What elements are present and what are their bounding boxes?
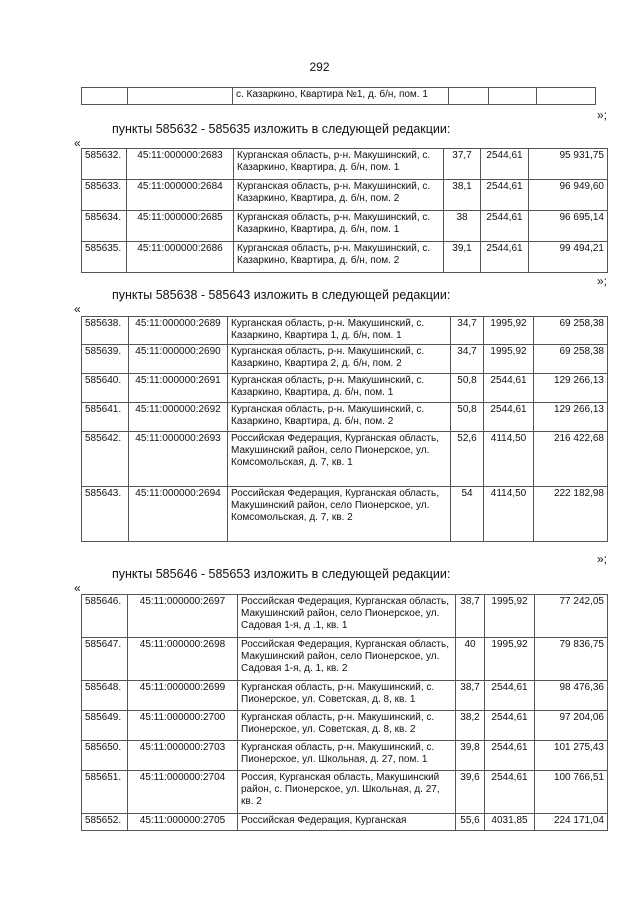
sum: 129 266,13 (534, 374, 608, 403)
table-cell (128, 88, 233, 105)
area: 34,7 (451, 345, 484, 374)
rate: 2544,61 (481, 149, 529, 180)
row-number: 585639. (82, 345, 129, 374)
address: Россия, Курганская область, Макушинский район, с. Пионерское, ул. Школьная, д. 27, кв. 2 (238, 771, 456, 814)
cadastral-number: 45:11:000000:2690 (129, 345, 228, 374)
rate: 4114,50 (484, 432, 534, 487)
area: 39,6 (456, 771, 485, 814)
table-cell (537, 88, 596, 105)
row-number: 585643. (82, 487, 129, 542)
address: Курганская область, р-н. Макушинский, с. Казаркино, Квартира, д. б/н, пом. 1 (228, 374, 451, 403)
area: 50,8 (451, 374, 484, 403)
page-number: 292 (309, 60, 330, 74)
cadastral-number: 45:11:000000:2693 (129, 432, 228, 487)
section-table (81, 316, 608, 542)
area: 38,7 (456, 595, 485, 638)
address: Курганская область, р-н. Макушинский, с. Казаркино, Квартира 2, д. б/н, пом. 2 (228, 345, 451, 374)
sum: 98 476,36 (535, 681, 608, 711)
row-number: 585649. (82, 711, 128, 741)
table-row (82, 681, 608, 711)
sum: 96 949,60 (529, 180, 608, 211)
row-number: 585635. (82, 242, 127, 273)
row-number: 585650. (82, 741, 128, 771)
section-table (81, 148, 608, 273)
table-row (82, 317, 608, 345)
cadastral-number: 45:11:000000:2686 (127, 242, 234, 273)
table-row (82, 487, 608, 542)
address: Курганская область, р-н. Макушинский, с. Пионерское, ул. Школьная, д. 27, пом. 1 (238, 741, 456, 771)
sum: 99 494,21 (529, 242, 608, 273)
table-row (82, 638, 608, 681)
table-row (82, 374, 608, 403)
cadastral-number: 45:11:000000:2683 (127, 149, 234, 180)
table-row (82, 814, 608, 831)
cadastral-number: 45:11:000000:2699 (128, 681, 238, 711)
area: 40 (456, 638, 485, 681)
area: 39,1 (444, 242, 481, 273)
sum: 222 182,98 (534, 487, 608, 542)
table-row (82, 345, 608, 374)
cadastral-number: 45:11:000000:2694 (129, 487, 228, 542)
sum: 77 242,05 (535, 595, 608, 638)
address: Курганская область, р-н. Макушинский, с. Казаркино, Квартира, д. б/н, пом. 1 (234, 211, 444, 242)
rate: 2544,61 (481, 211, 529, 242)
row-number: 585633. (82, 180, 127, 211)
sum: 69 258,38 (534, 345, 608, 374)
rate: 1995,92 (485, 595, 535, 638)
row-number: 585638. (82, 317, 129, 345)
area: 54 (451, 487, 484, 542)
table-row (82, 211, 608, 242)
opening-mark: « (74, 302, 81, 316)
sum: 129 266,13 (534, 403, 608, 432)
sum: 101 275,43 (535, 741, 608, 771)
area: 50,8 (451, 403, 484, 432)
rate: 2544,61 (485, 711, 535, 741)
address: Российская Федерация, Курганская область, Макушинский район, село Пионерское, ул. Комсомольская, д. 7, кв. 2 (228, 487, 451, 542)
address: Российская Федерация, Курганская область, Макушинский район, село Пионерское, ул. Садовая 1-я, д. 1, кв. 2 (238, 638, 456, 681)
closing-mark: »; (597, 552, 608, 566)
cadastral-number: 45:11:000000:2705 (128, 814, 238, 831)
sum: 79 836,75 (535, 638, 608, 681)
rate: 4031,85 (485, 814, 535, 831)
table-row (82, 403, 608, 432)
cadastral-number: 45:11:000000:2684 (127, 180, 234, 211)
rate: 2544,61 (485, 681, 535, 711)
row-number: 585646. (82, 595, 128, 638)
opening-mark: « (74, 581, 81, 595)
address: Курганская область, р-н. Макушинский, с. Казаркино, Квартира 1, д. б/н, пом. 1 (228, 317, 451, 345)
rate: 2544,61 (485, 741, 535, 771)
area: 38 (444, 211, 481, 242)
rate: 4114,50 (484, 487, 534, 542)
opening-mark: « (74, 136, 81, 150)
table-row (82, 711, 608, 741)
address: Российская Федерация, Курганская область, Макушинский район, село Пионерское, ул. Комсомольская, д. 7, кв. 1 (228, 432, 451, 487)
cadastral-number: 45:11:000000:2689 (129, 317, 228, 345)
area: 38,1 (444, 180, 481, 211)
row-number: 585632. (82, 149, 127, 180)
address: Российская Федерация, Курганская область, Макушинский район, село Пионерское, ул. Садовая 1-я, д .1, кв. 1 (238, 595, 456, 638)
address: Курганская область, р-н. Макушинский, с. Казаркино, Квартира, д. б/н, пом. 2 (228, 403, 451, 432)
sum: 95 931,75 (529, 149, 608, 180)
cadastral-number: 45:11:000000:2703 (128, 741, 238, 771)
sum: 96 695,14 (529, 211, 608, 242)
cadastral-number: 45:11:000000:2685 (127, 211, 234, 242)
section-table (81, 594, 608, 831)
table-cell (449, 88, 489, 105)
row-number: 585634. (82, 211, 127, 242)
area: 39,8 (456, 741, 485, 771)
table-row (82, 741, 608, 771)
rate: 2544,61 (484, 374, 534, 403)
section-heading: пункты 585632 - 585635 изложить в следующей редакции: (112, 122, 451, 136)
address: Курганская область, р-н. Макушинский, с. Пионерское, ул. Советская, д. 8, кв. 2 (238, 711, 456, 741)
sum: 69 258,38 (534, 317, 608, 345)
row-number: 585652. (82, 814, 128, 831)
address: Российская Федерация, Курганская (238, 814, 456, 831)
table-row (82, 432, 608, 487)
sum: 100 766,51 (535, 771, 608, 814)
cadastral-number: 45:11:000000:2697 (128, 595, 238, 638)
row-number: 585642. (82, 432, 129, 487)
table-row (82, 88, 596, 105)
sum: 224 171,04 (535, 814, 608, 831)
sum: 216 422,68 (534, 432, 608, 487)
address: Курганская область, р-н. Макушинский, с. Казаркино, Квартира, д. б/н, пом. 1 (234, 149, 444, 180)
table-row (82, 771, 608, 814)
rate: 1995,92 (484, 317, 534, 345)
address: Курганская область, р-н. Макушинский, с. Казаркино, Квартира, д. б/н, пом. 2 (234, 180, 444, 211)
top-continuation-table (81, 87, 596, 105)
rate: 2544,61 (485, 771, 535, 814)
area: 52,6 (451, 432, 484, 487)
area: 37,7 (444, 149, 481, 180)
cadastral-number: 45:11:000000:2700 (128, 711, 238, 741)
closing-mark: »; (597, 108, 608, 122)
table-row (82, 595, 608, 638)
cadastral-number: 45:11:000000:2704 (128, 771, 238, 814)
cadastral-number: 45:11:000000:2691 (129, 374, 228, 403)
row-number: 585647. (82, 638, 128, 681)
cadastral-number: 45:11:000000:2692 (129, 403, 228, 432)
closing-mark: »; (597, 274, 608, 288)
table-row (82, 149, 608, 180)
rate: 2544,61 (481, 242, 529, 273)
rate: 2544,61 (481, 180, 529, 211)
area: 38,2 (456, 711, 485, 741)
table-row (82, 242, 608, 273)
rate: 2544,61 (484, 403, 534, 432)
section-heading: пункты 585638 - 585643 изложить в следующей редакции: (112, 288, 451, 302)
section-heading: пункты 585646 - 585653 изложить в следующей редакции: (112, 567, 451, 581)
area: 34,7 (451, 317, 484, 345)
rate: 1995,92 (484, 345, 534, 374)
row-number: 585641. (82, 403, 129, 432)
table-cell: с. Казаркино, Квартира №1, д. б/н, пом. 1 (233, 88, 449, 105)
rate: 1995,92 (485, 638, 535, 681)
row-number: 585640. (82, 374, 129, 403)
cadastral-number: 45:11:000000:2698 (128, 638, 238, 681)
row-number: 585651. (82, 771, 128, 814)
sum: 97 204,06 (535, 711, 608, 741)
address: Курганская область, р-н. Макушинский, с. Пионерское, ул. Советская, д. 8, кв. 1 (238, 681, 456, 711)
table-cell (489, 88, 537, 105)
area: 55,6 (456, 814, 485, 831)
table-row (82, 180, 608, 211)
area: 38,7 (456, 681, 485, 711)
row-number: 585648. (82, 681, 128, 711)
table-cell (82, 88, 128, 105)
address: Курганская область, р-н. Макушинский, с. Казаркино, Квартира, д. б/н, пом. 2 (234, 242, 444, 273)
